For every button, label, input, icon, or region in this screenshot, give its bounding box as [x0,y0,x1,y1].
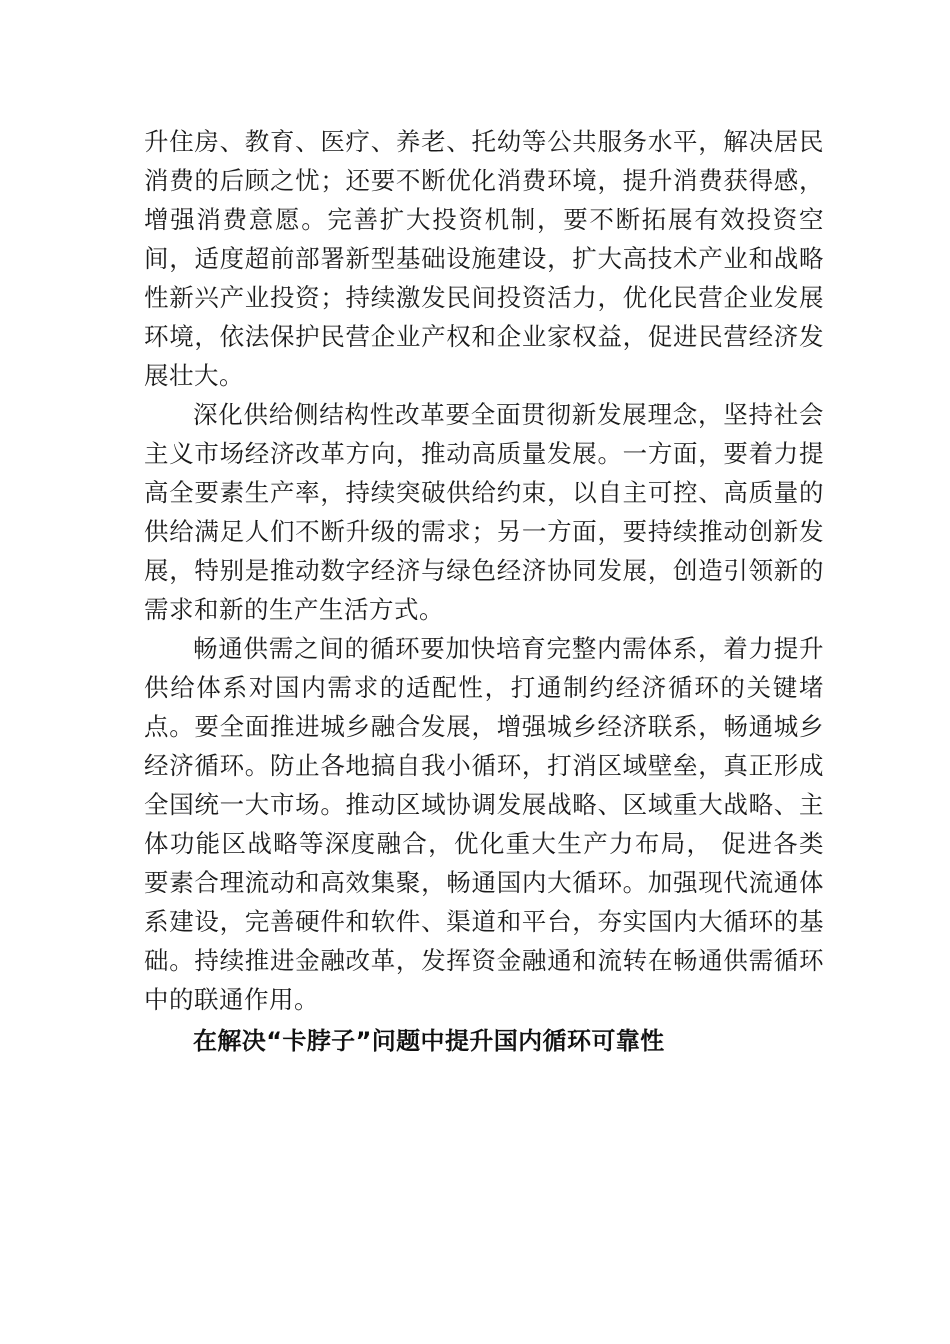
paragraph-supply-side-reform: 深化供给侧结构性改革要全面贯彻新发展理念，坚持社会主义市场经济改革方向，推动高质量发展。一方面，要着力提高全要素生产率，持续突破供给约束，以自主可控、高质量的供给满足人们不断升级的需求；另一方面，要持续推动创新发展，特别是推动数字经济与绿色经济协同发展，创造引领新的需求和新的生产生活方式。 [144,400,824,624]
paragraph-supply-demand-circulation: 畅通供需之间的循环要加快培育完整内需体系，着力提升供给体系对国内需求的适配性，打通制约经济循环的关键堵点。要全面推进城乡融合发展，增强城乡经济联系，畅通城乡经济循环。防止各地搞自我小循环，打消区域壁垒，真正形成全国统一大市场。推动区域协调发展战略、区域重大战略、主体功能区战略等深度融合，优化重大生产力布局， 促进各类要素合理流动和高效集聚，畅通国内大循环。加强现代流通体系建设，完善硬件和软件、渠道和平台，夯实国内大循环的基础。持续推进金融改革，发挥资金融通和流转在畅通供需循环中的联通作用。 [144,634,824,1014]
section-heading: 在解决“卡脖子”问题中提升国内循环可靠性 [193,1027,665,1055]
document-body [144,122,824,1061]
paragraph-continued: 升住房、教育、医疗、养老、托幼等公共服务水平，解决居民消费的后顾之忧；还要不断优化消费环境，提升消费获得感，增强消费意愿。完善扩大投资机制，要不断拓展有效投资空间，适度超前部署新型基础设施建设，扩大高技术产业和战略性新兴产业投资；持续激发民间投资活力，优化民营企业发展环境，依法保护民营企业产权和企业家权益，促进民营经济发展壮大。 [144,127,824,390]
